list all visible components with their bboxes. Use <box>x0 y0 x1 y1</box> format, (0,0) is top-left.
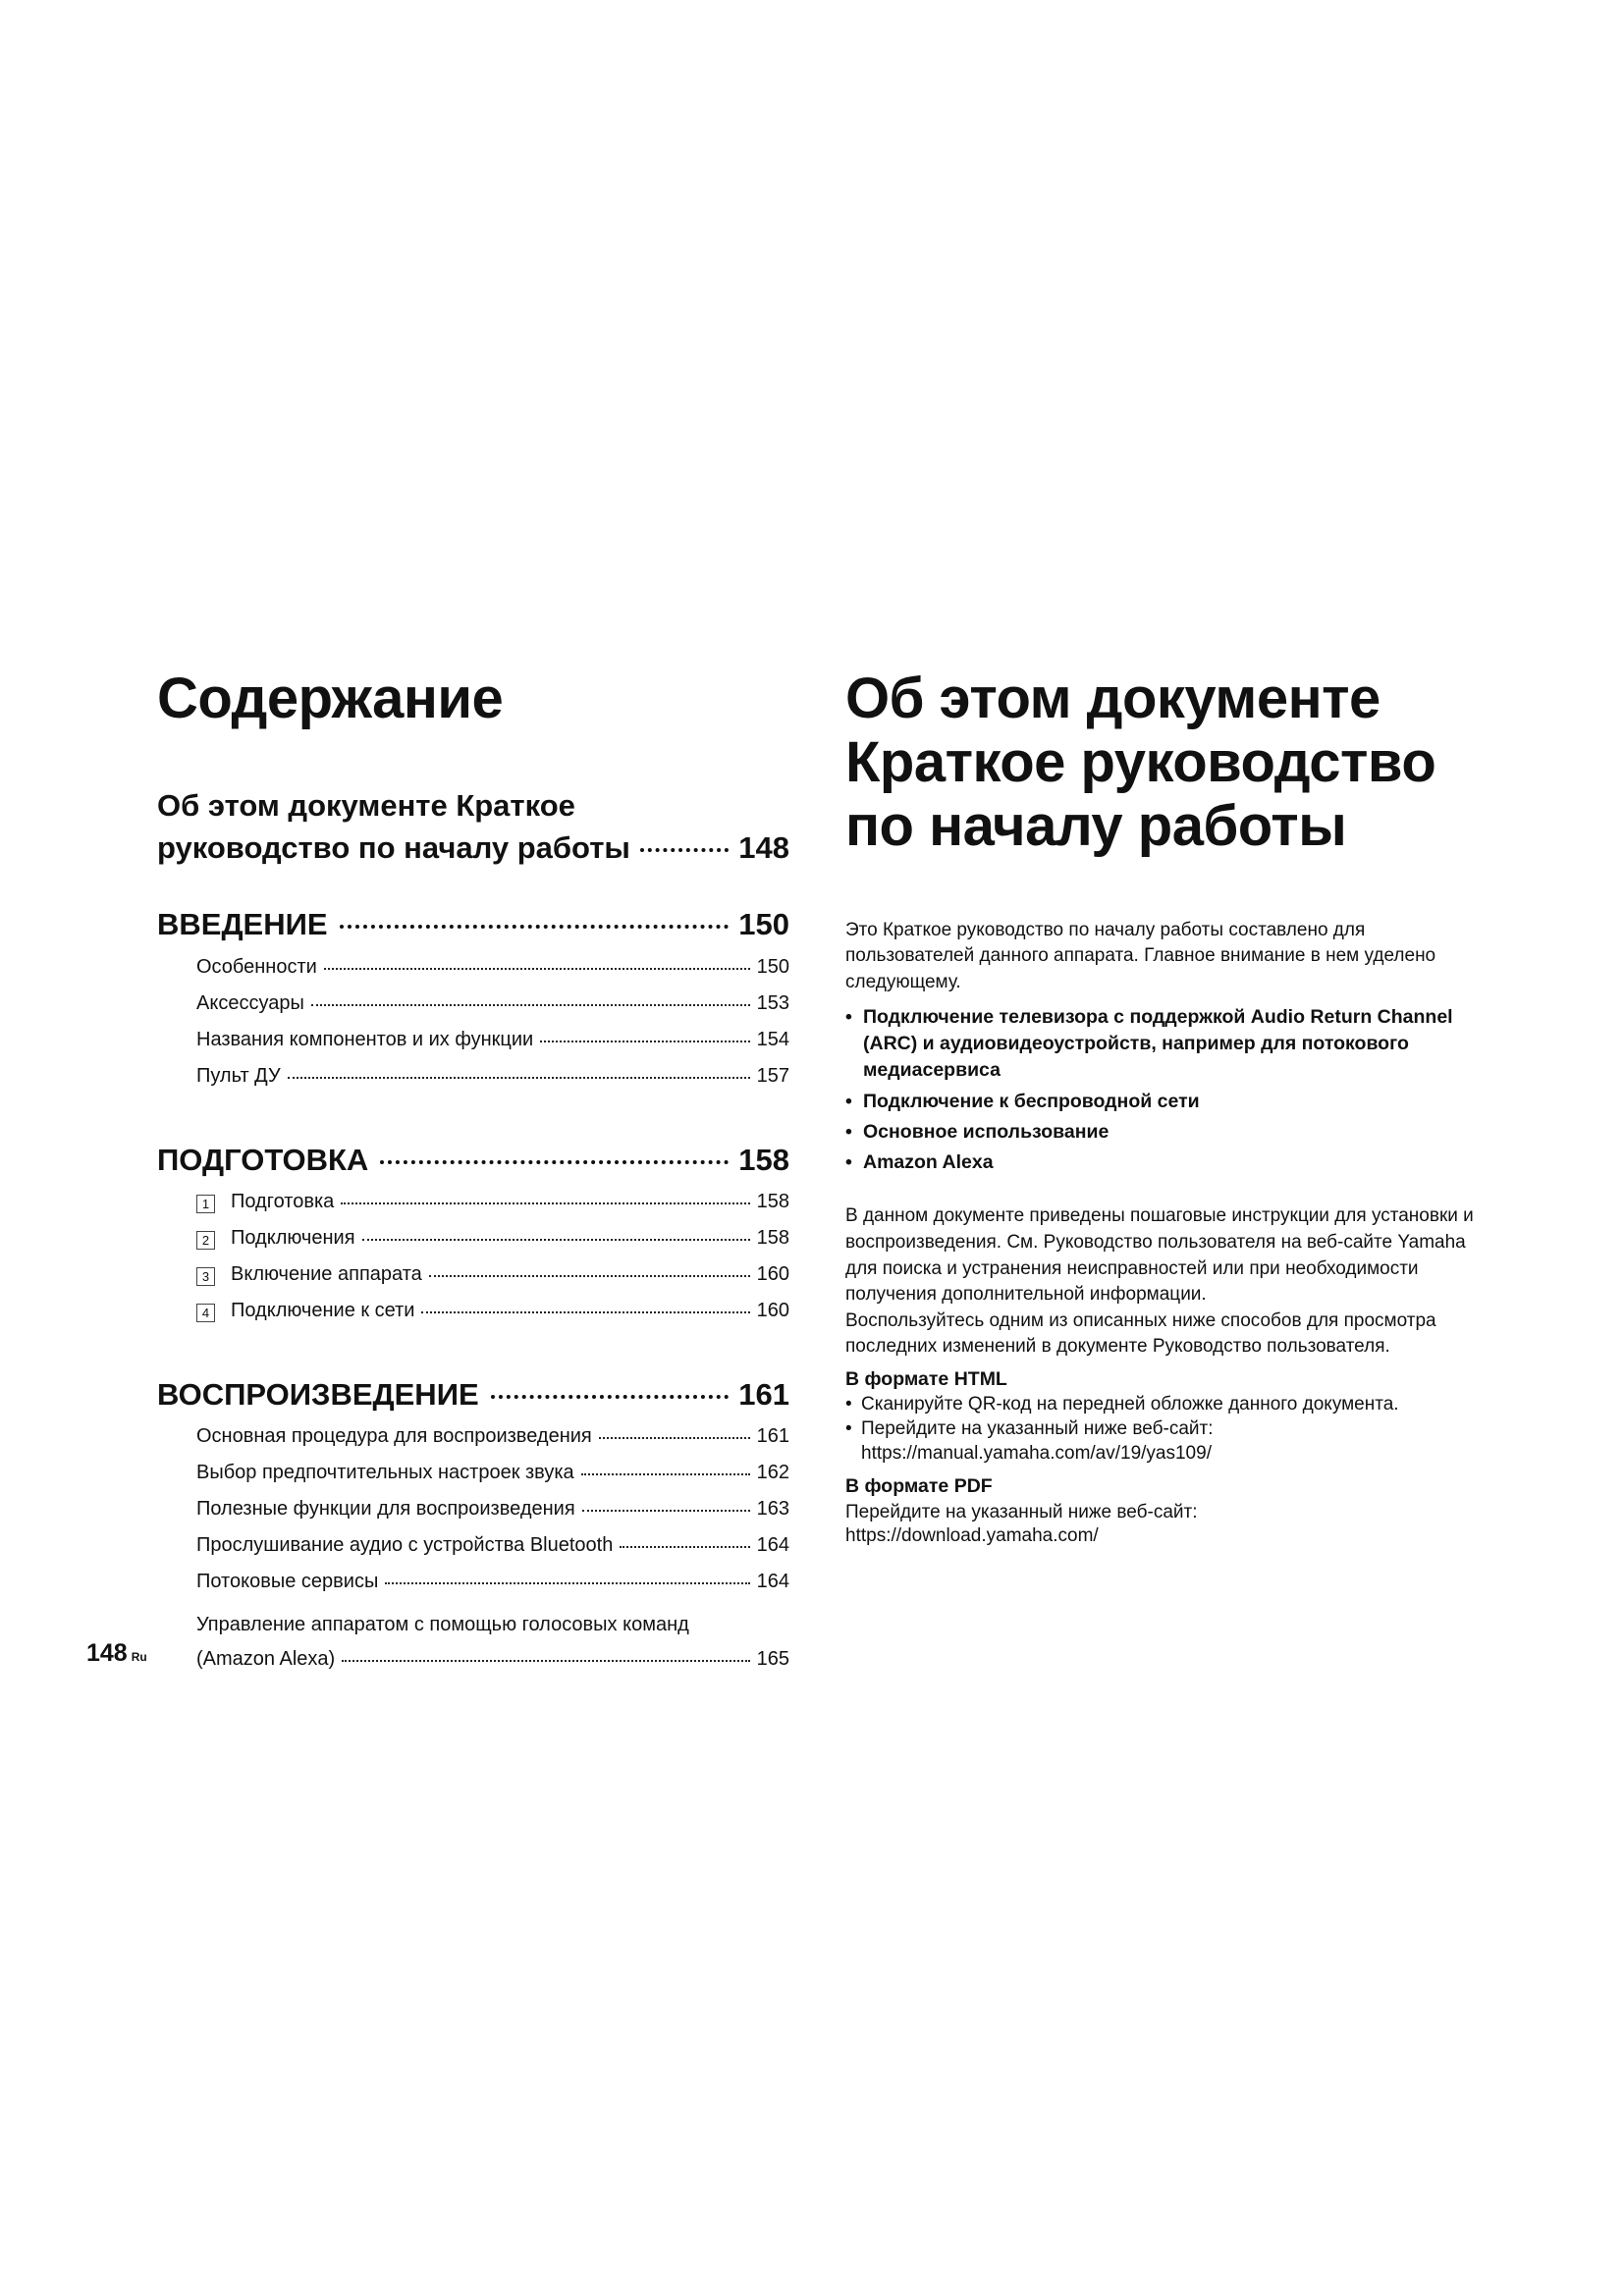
toc-item-label: Особенности <box>196 955 317 978</box>
toc-item-basic-playback[interactable] <box>157 1426 789 1463</box>
leader-dots <box>362 1239 750 1241</box>
focus-list-item: • Amazon Alexa <box>845 1149 1484 1176</box>
toc-major-label: ВВЕДЕНИЕ <box>157 907 328 942</box>
toc-item-label: Управление аппаратом с помощью голосовых команд <box>196 1613 689 1635</box>
step-number-badge: 4 <box>196 1304 215 1322</box>
toc-item-label: Полезные функции для воспроизведения <box>196 1497 575 1520</box>
updates-paragraph: Воспользуйтесь одним из описанных ниже способов для просмотра последних изменений в документе Руководство пользователя. <box>845 1309 1436 1358</box>
leader-dots <box>342 1660 749 1662</box>
step-number-badge: 1 <box>196 1195 215 1213</box>
focus-list-item: • Основное использование <box>845 1119 1484 1146</box>
leader-dots <box>620 1546 749 1548</box>
toc-major-playback[interactable] <box>157 1376 789 1413</box>
doc-title-line: Об этом документе <box>845 667 1380 730</box>
step-number-badge: 3 <box>196 1267 215 1286</box>
toc-about-line1: Об этом документе Краткое <box>157 787 575 823</box>
doc-title <box>845 667 1484 859</box>
toc-major-page: 161 <box>738 1376 789 1412</box>
toc-item-label: Подготовка <box>231 1190 335 1212</box>
toc-item-label-continued: (Amazon Alexa) <box>196 1647 336 1670</box>
leader-dots <box>491 1395 730 1399</box>
toc-item-page: 164 <box>756 1533 789 1556</box>
language-code: Ru <box>131 1650 147 1664</box>
toc-item-sound-settings[interactable] <box>157 1463 789 1499</box>
leader-dots <box>421 1311 749 1313</box>
toc-item-bluetooth[interactable] <box>157 1535 789 1572</box>
toc-major-label: ПОДГОТОВКА <box>157 1142 369 1177</box>
leader-dots <box>385 1582 749 1584</box>
leader-dots <box>540 1041 749 1042</box>
html-format-list <box>845 1393 1484 1466</box>
leader-dots <box>341 1202 749 1204</box>
toc-item-label: Подключения <box>231 1226 355 1249</box>
toc-item-label: Аксессуары <box>196 991 304 1014</box>
doc-title-line: по началу работы <box>845 793 1347 858</box>
page-number <box>86 1639 147 1668</box>
table-of-contents <box>157 667 789 1677</box>
toc-item-label: Пульт ДУ <box>196 1064 281 1087</box>
leader-dots <box>340 925 730 929</box>
toc-item-label: Названия компонентов и их функции <box>196 1028 534 1050</box>
manual-url-link[interactable]: https://manual.yamaha.com/av/19/yas109/ <box>861 1442 1212 1464</box>
focus-list <box>845 1004 1484 1177</box>
leader-dots <box>582 1510 750 1512</box>
toc-item-page: 158 <box>756 1190 789 1212</box>
toc-item-label: Включение аппарата <box>231 1262 422 1285</box>
leader-dots <box>380 1160 729 1164</box>
intro-paragraph: Это Краткое руководство по началу работы составлено для пользователей данного аппарата. Главное внимание в нем уделено следующему. <box>845 919 1436 993</box>
about-document <box>845 667 1484 1549</box>
toc-item-page: 162 <box>756 1461 789 1483</box>
toc-item-page: 164 <box>756 1570 789 1592</box>
toc-item-page: 157 <box>756 1064 789 1087</box>
pdf-format-heading: В формате PDF <box>845 1475 993 1498</box>
html-format-item-text: Перейдите на указанный ниже веб-сайт: <box>861 1417 1214 1439</box>
leader-dots <box>324 968 750 970</box>
toc-item-page: 160 <box>756 1262 789 1285</box>
toc-item-alexa[interactable] <box>157 1608 789 1677</box>
toc-entry-about[interactable] <box>157 785 789 870</box>
toc-section-preparation <box>157 1142 789 1337</box>
doc-title-line: Краткое руководство <box>845 729 1436 794</box>
leader-dots <box>311 1004 750 1006</box>
toc-item-page: 153 <box>756 991 789 1014</box>
html-format-item <box>845 1417 1484 1466</box>
toc-section-introduction <box>157 906 789 1101</box>
toc-item-label: Потоковые сервисы <box>196 1570 379 1592</box>
toc-item-component-names[interactable] <box>157 1030 789 1066</box>
toc-item-label: Выбор предпочтительных настроек звука <box>196 1461 574 1483</box>
leader-dots <box>429 1275 750 1277</box>
toc-major-label: ВОСПРОИЗВЕДЕНИЕ <box>157 1376 479 1412</box>
toc-item-prep-step-2[interactable] <box>157 1228 789 1264</box>
toc-item-useful-functions[interactable] <box>157 1499 789 1535</box>
toc-item-page: 165 <box>756 1647 789 1670</box>
toc-item-label: Прослушивание аудио с устройства Bluetooth <box>196 1533 614 1556</box>
html-format-item: • Сканируйте QR-код на передней обложке данного документа. <box>845 1393 1484 1417</box>
toc-item-page: 158 <box>756 1226 789 1249</box>
leader-dots <box>640 848 729 852</box>
toc-major-introduction[interactable] <box>157 906 789 942</box>
toc-item-page: 161 <box>756 1424 789 1447</box>
toc-item-page: 163 <box>756 1497 789 1520</box>
leader-dots <box>599 1437 750 1439</box>
toc-major-page: 158 <box>738 1142 789 1177</box>
leader-dots <box>581 1473 750 1475</box>
page-number-value: 148 <box>86 1639 128 1667</box>
pdf-format-text: Перейдите на указанный ниже веб-сайт: <box>845 1501 1198 1522</box>
download-url-link[interactable]: https://download.yamaha.com/ <box>845 1525 1099 1547</box>
toc-about-line2: руководство по началу работы <box>157 829 630 865</box>
toc-item-accessories[interactable] <box>157 993 789 1030</box>
toc-major-page: 150 <box>738 907 789 942</box>
toc-item-features[interactable] <box>157 957 789 993</box>
toc-item-prep-step-4[interactable] <box>157 1301 789 1337</box>
focus-list-item: • Подключение телевизора с поддержкой Audio Return Channel (ARC) и аудиовидеоустройств, например для потокового медиасервиса <box>845 1004 1484 1085</box>
toc-item-streaming[interactable] <box>157 1572 789 1608</box>
toc-item-prep-step-3[interactable] <box>157 1264 789 1301</box>
toc-item-label: Основная процедура для воспроизведения <box>196 1424 592 1447</box>
instructions-paragraph: В данном документе приведены пошаговые инструкции для установки и воспроизведения. См. Руководство пользователя на веб-сайте Yamaha для поиска и устранения неисправностей или при необходимости получения дополнительной информации. <box>845 1205 1474 1306</box>
toc-major-preparation[interactable] <box>157 1142 789 1178</box>
step-number-badge: 2 <box>196 1231 215 1250</box>
toc-item-page: 150 <box>756 955 789 978</box>
focus-list-item: • Подключение к беспроводной сети <box>845 1089 1484 1115</box>
html-format-heading: В формате HTML <box>845 1367 1007 1390</box>
toc-item-remote-control[interactable] <box>157 1066 789 1102</box>
toc-section-playback <box>157 1376 789 1677</box>
leader-dots <box>288 1077 750 1079</box>
toc-title: Содержание <box>157 667 504 730</box>
toc-item-page: 154 <box>756 1028 789 1050</box>
toc-item-label: Подключение к сети <box>231 1299 415 1321</box>
toc-item-prep-step-1[interactable] <box>157 1192 789 1228</box>
toc-item-page: 160 <box>756 1299 789 1321</box>
toc-about-page: 148 <box>738 829 789 865</box>
